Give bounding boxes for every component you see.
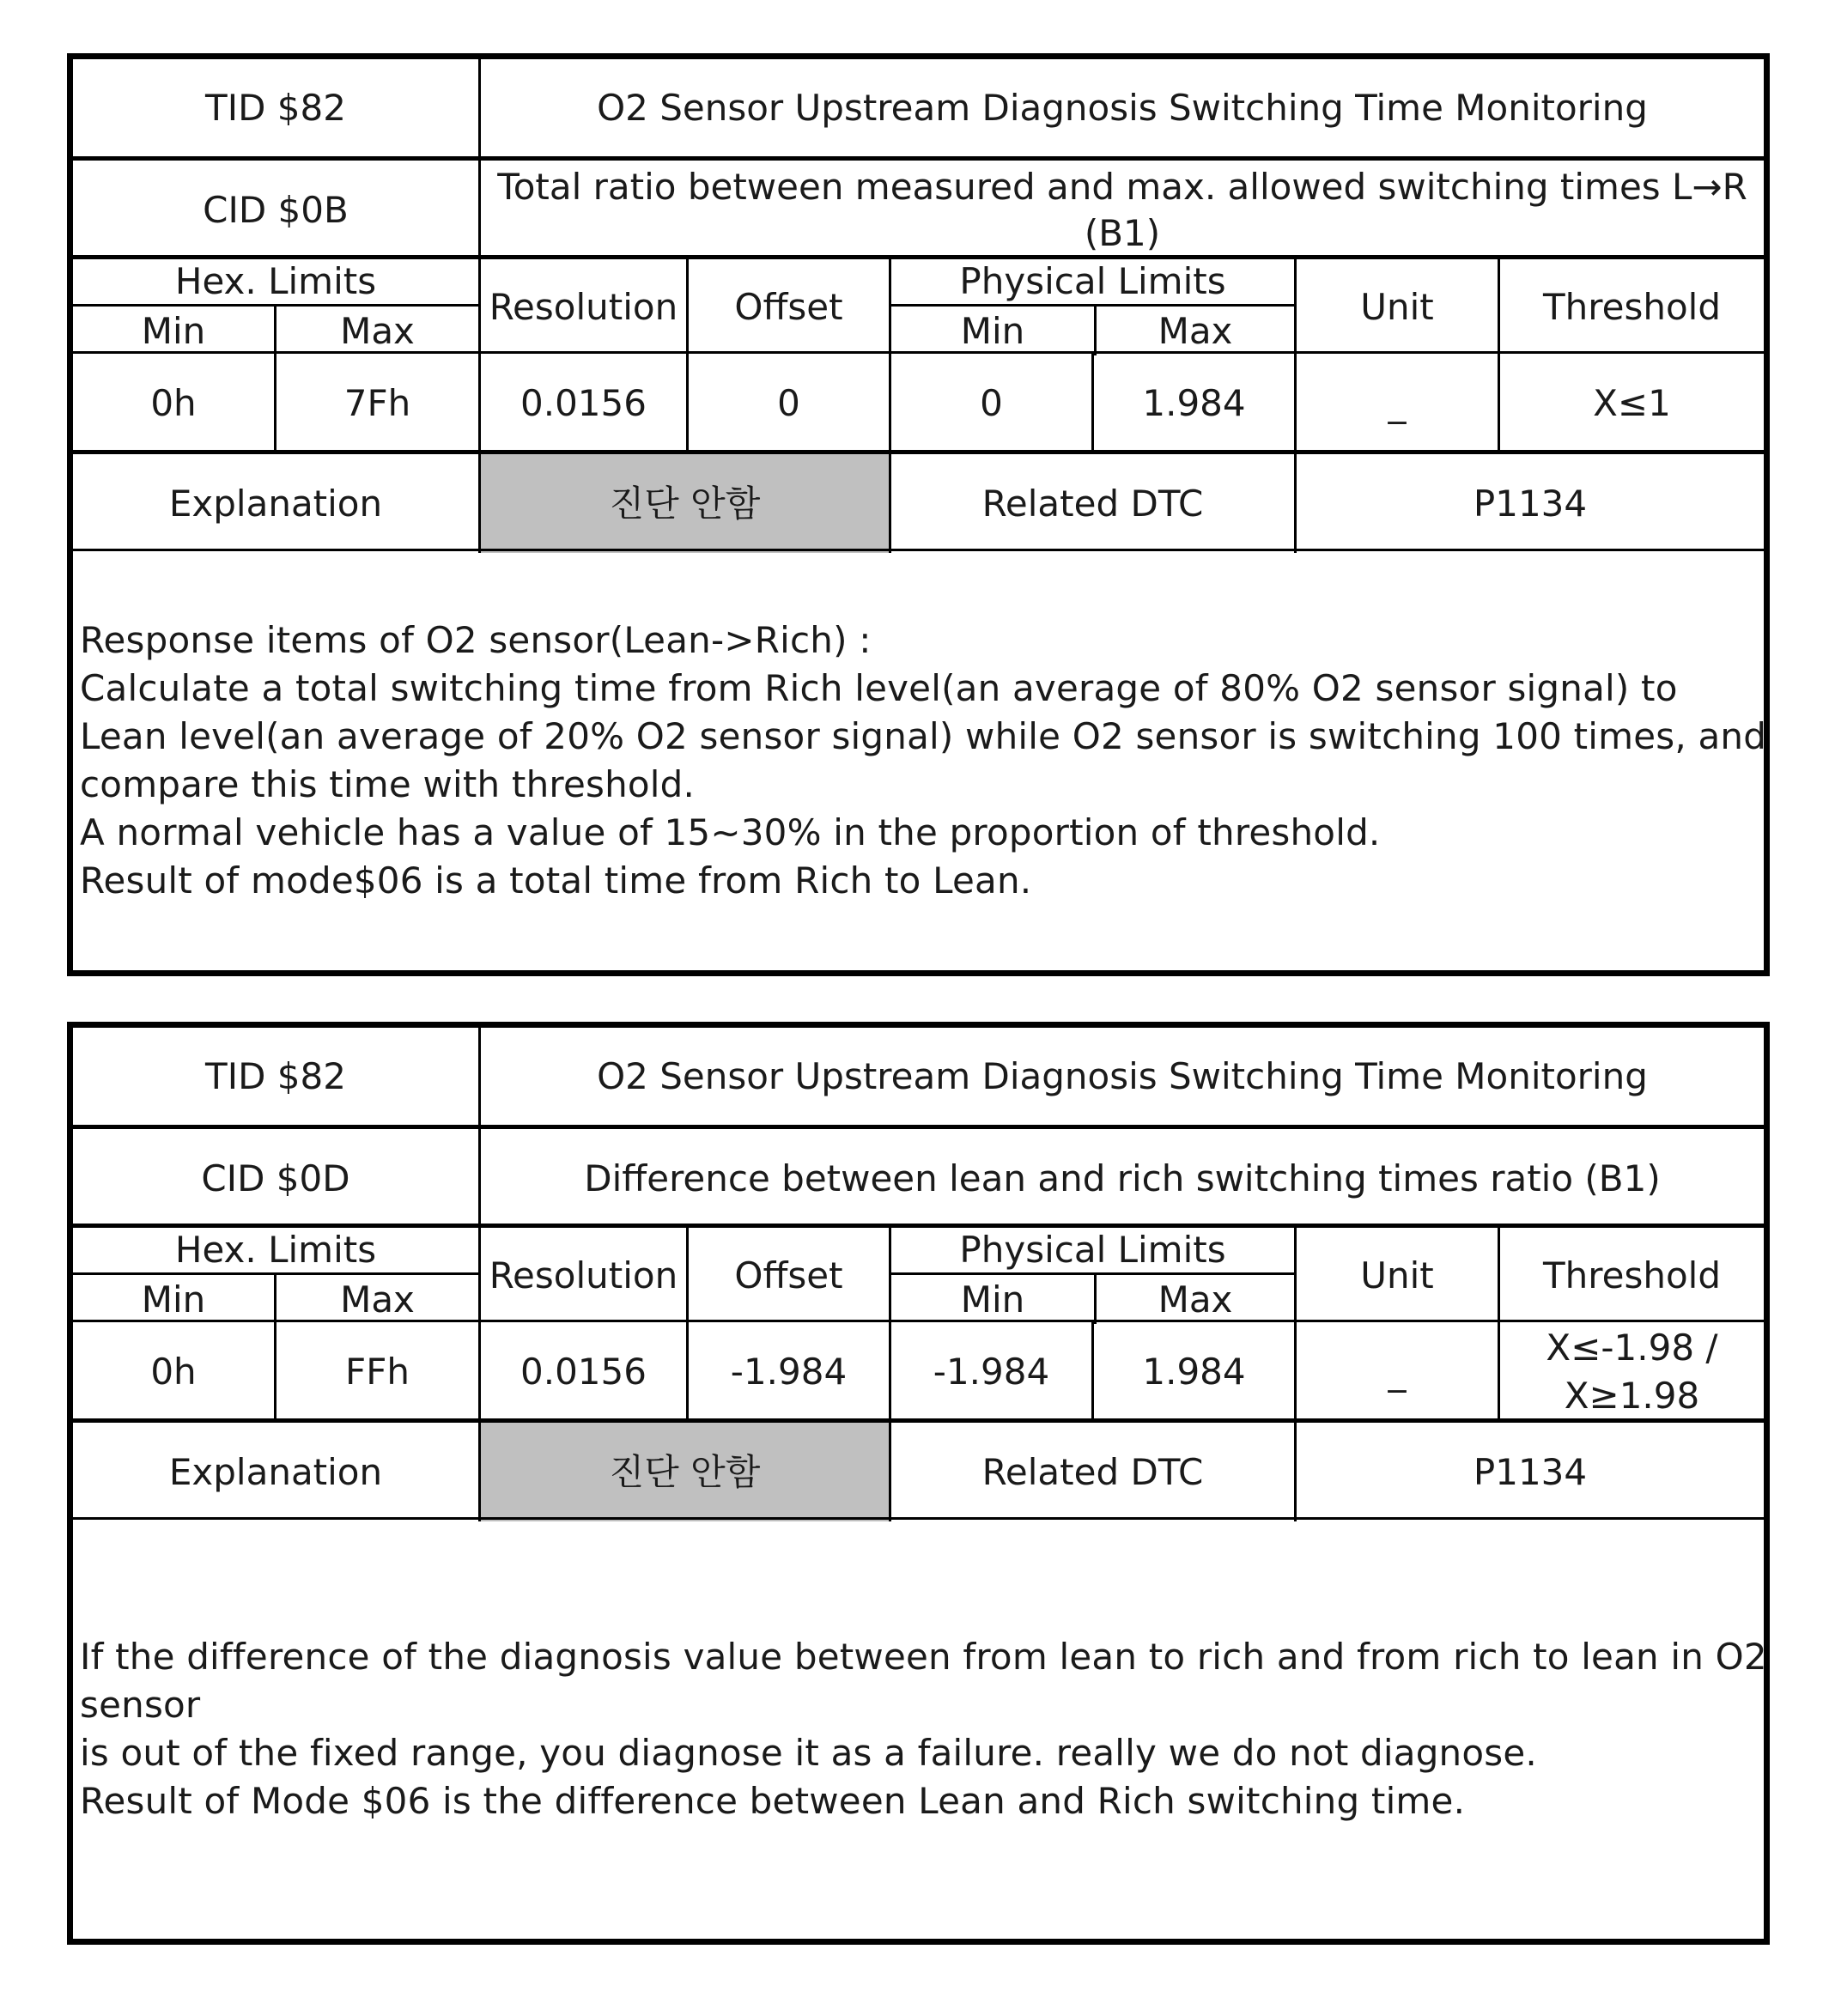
hex-min-value: 0h <box>150 381 197 424</box>
related-dtc-label: Related DTC <box>889 454 1294 553</box>
threshold-header: Threshold <box>1498 259 1764 355</box>
explanation-line: sensor <box>80 1684 201 1726</box>
unit-value: _ <box>1294 1322 1498 1421</box>
tid-title-cell: O2 Sensor Upstream Diagnosis Switching Time Monitoring <box>478 1028 1764 1125</box>
explanation-line: compare this time with threshold. <box>80 763 696 805</box>
hex-min-label: Min <box>73 304 274 355</box>
phys-min-label: Min <box>891 1272 1094 1324</box>
phys-min-label: Min <box>891 304 1094 355</box>
tid-row <box>73 1028 1764 1125</box>
threshold-value <box>1498 354 1764 452</box>
explanation-label: Explanation <box>168 482 383 525</box>
explanation-body <box>73 1517 1767 1939</box>
cid-row <box>73 1125 1764 1228</box>
cid-row <box>73 156 1764 259</box>
explanation-row <box>73 450 1764 553</box>
unit-value: _ <box>1294 354 1498 452</box>
cid-cell: CID $0D <box>201 1157 350 1199</box>
threshold-header: Threshold <box>1498 1228 1764 1324</box>
physical-limits-label: Physical Limits <box>959 1229 1226 1271</box>
threshold-line: X≤-1.98 / <box>1546 1326 1718 1369</box>
limits-value-row <box>73 1320 1764 1421</box>
offset-value: 0 <box>686 354 889 452</box>
hex-max-label: Max <box>274 304 478 355</box>
explanation-label: Explanation <box>168 1450 383 1493</box>
hex-limits-header <box>73 259 478 355</box>
unit-header: Unit <box>1294 1228 1498 1324</box>
tid-cell: TID $82 <box>205 1054 346 1097</box>
limits-value-row <box>73 351 1764 452</box>
cid-title-line: (B1) <box>1084 211 1161 254</box>
offset-header: Offset <box>686 259 889 355</box>
hex-limits-header <box>73 1228 478 1324</box>
hex-max-label: Max <box>274 1272 478 1324</box>
resolution-value: 0.0156 <box>478 1322 686 1421</box>
explanation-line: A normal vehicle has a value of 15~30% in the proportion of threshold. <box>80 811 1381 853</box>
hex-min-value: 0h <box>150 1350 197 1393</box>
explanation-line: If the difference of the diagnosis value between from lean to rich and from rich to lean in O2 <box>80 1636 1767 1678</box>
unit-header: Unit <box>1294 259 1498 355</box>
threshold-value <box>1498 1322 1764 1421</box>
explanation-status: 진단 안함 <box>478 1423 889 1521</box>
hex-max-value: FFh <box>274 1322 478 1421</box>
explanation-line: Response items of O2 sensor(Lean->Rich) : <box>80 619 872 661</box>
spec-table-cid-0d <box>67 1022 1770 1945</box>
offset-value: -1.984 <box>686 1322 889 1421</box>
physical-limits-header <box>889 259 1294 355</box>
phys-max-label: Max <box>1094 304 1294 355</box>
spec-table-cid-0b <box>67 53 1770 976</box>
explanation-line: Result of Mode $06 is the difference between Lean and Rich switching time. <box>80 1780 1466 1822</box>
hex-max-value: 7Fh <box>274 354 478 452</box>
limits-header-row <box>73 255 1764 355</box>
explanation-row <box>73 1418 1764 1521</box>
related-dtc-value: P1134 <box>1294 454 1764 553</box>
related-dtc-label: Related DTC <box>889 1423 1294 1521</box>
phys-max-value: 1.984 <box>1091 1322 1294 1421</box>
phys-min-value: 0 <box>889 354 1091 452</box>
explanation-status: 진단 안함 <box>478 454 889 553</box>
cid-title-line: Total ratio between measured and max. allowed switching times L→R <box>497 165 1747 208</box>
cid-title-cell <box>478 161 1764 259</box>
tid-row <box>73 59 1764 156</box>
tid-title-cell: O2 Sensor Upstream Diagnosis Switching Time Monitoring <box>478 59 1764 156</box>
phys-max-value: 1.984 <box>1091 354 1294 452</box>
phys-max-label: Max <box>1094 1272 1294 1324</box>
hex-limits-label: Hex. Limits <box>174 1229 377 1271</box>
explanation-line: is out of the fixed range, you diagnose it as a failure. really we do not diagnose. <box>80 1732 1537 1774</box>
cid-title-cell <box>478 1129 1764 1228</box>
physical-limits-label: Physical Limits <box>959 260 1226 302</box>
cid-cell: CID $0B <box>203 188 349 231</box>
physical-limits-header <box>889 1228 1294 1324</box>
resolution-header: Resolution <box>478 259 686 355</box>
explanation-line: Lean level(an average of 20% O2 sensor signal) while O2 sensor is switching 100 times, and <box>80 715 1767 757</box>
tid-cell: TID $82 <box>205 86 346 129</box>
explanation-line: Result of mode$06 is a total time from Rich to Lean. <box>80 859 1032 902</box>
resolution-header: Resolution <box>478 1228 686 1324</box>
offset-header: Offset <box>686 1228 889 1324</box>
phys-min-value: -1.984 <box>889 1322 1091 1421</box>
threshold-line: X≤1 <box>1593 381 1671 424</box>
explanation-body <box>73 549 1767 970</box>
threshold-line: X≥1.98 <box>1564 1374 1700 1417</box>
related-dtc-value: P1134 <box>1294 1423 1764 1521</box>
resolution-value: 0.0156 <box>478 354 686 452</box>
hex-limits-label: Hex. Limits <box>174 260 377 302</box>
cid-title-line: Difference between lean and rich switching times ratio (B1) <box>584 1157 1661 1199</box>
explanation-line: Calculate a total switching time from Rich level(an average of 80% O2 sensor signal) to <box>80 667 1678 709</box>
hex-min-label: Min <box>73 1272 274 1324</box>
limits-header-row <box>73 1224 1764 1324</box>
